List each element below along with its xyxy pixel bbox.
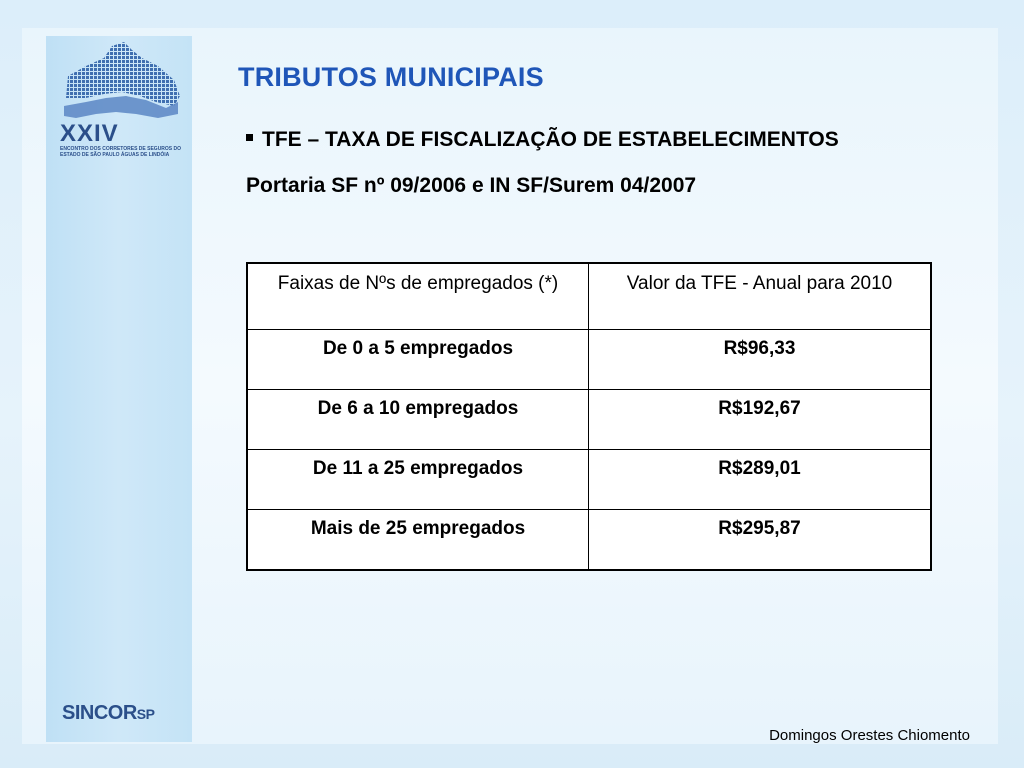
tfe-table bbox=[246, 262, 932, 571]
table-header-row bbox=[247, 263, 931, 330]
table-row bbox=[247, 390, 931, 450]
value-cell: R$96,33 bbox=[589, 330, 932, 390]
event-text: ENCONTRO DOS CORRETORES DE SEGUROS DO ESTADO DE SÃO PAULO ÁGUAS DE LINDÓIA bbox=[60, 146, 182, 158]
range-cell: De 6 a 10 empregados bbox=[247, 390, 589, 450]
legal-reference: Portaria SF nº 09/2006 e IN SF/Surem 04/2007 bbox=[246, 174, 697, 197]
range-cell: De 11 a 25 empregados bbox=[247, 450, 589, 510]
footer-author: Domingos Orestes Chiomento bbox=[769, 727, 970, 744]
header-cell-value: Valor da TFE - Anual para 2010 bbox=[589, 263, 932, 330]
slide-title: TRIBUTOS MUNICIPAIS bbox=[238, 62, 544, 92]
value-cell: R$295,87 bbox=[589, 510, 932, 571]
table-row bbox=[247, 330, 931, 390]
value-cell: R$192,67 bbox=[589, 390, 932, 450]
range-cell: Mais de 25 empregados bbox=[247, 510, 589, 571]
range-cell: De 0 a 5 empregados bbox=[247, 330, 589, 390]
bullet-heading bbox=[246, 128, 839, 152]
bullet-heading-text: TFE – TAXA DE FISCALIZAÇÃO DE ESTABELECIMENTOS bbox=[262, 128, 839, 151]
value-cell: R$289,01 bbox=[589, 450, 932, 510]
sincor-logo-main: SINCOR bbox=[62, 702, 137, 724]
bullet-square-icon bbox=[246, 134, 253, 141]
sincor-logo-suffix: SP bbox=[136, 706, 155, 722]
sincor-logo bbox=[62, 702, 154, 725]
header-cell-ranges: Faixas de Nºs de empregados (*) bbox=[247, 263, 589, 330]
table-row bbox=[247, 510, 931, 571]
event-number: XXIV bbox=[60, 120, 119, 147]
table-row bbox=[247, 450, 931, 510]
